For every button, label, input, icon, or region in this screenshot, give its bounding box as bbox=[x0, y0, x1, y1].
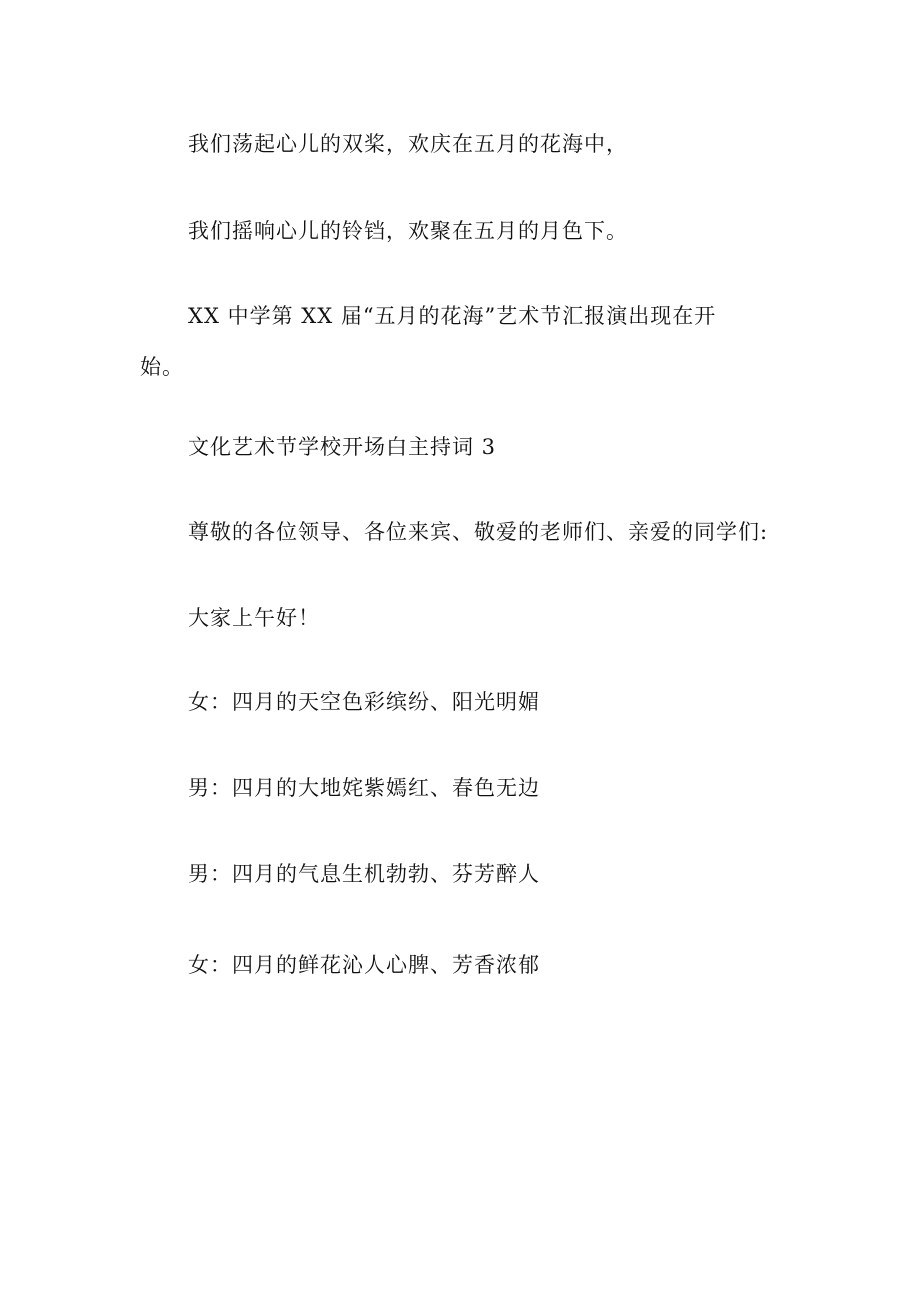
paragraph-line: XX 中学第 XX 届“五月的花海”艺术节汇报演出现在开 bbox=[188, 304, 717, 328]
paragraph-line: 男：四月的气息生机勃勃、芬芳醉人 bbox=[188, 862, 540, 886]
paragraph-line: 男：四月的大地姹紫嫣红、春色无边 bbox=[188, 776, 540, 800]
section-heading bbox=[188, 437, 496, 458]
paragraph-greeting bbox=[188, 522, 768, 543]
paragraph-line: 大家上午好！ bbox=[188, 606, 320, 630]
paragraph-1 bbox=[188, 134, 628, 155]
dialogue-line bbox=[188, 692, 540, 713]
paragraph-line: 尊敬的各位领导、各位来宾、敬爱的老师们、亲爱的同学们: bbox=[188, 520, 769, 544]
paragraph-line: 我们摇响心儿的铃铛，欢聚在五月的月色下。 bbox=[188, 219, 628, 243]
paragraph-hello bbox=[188, 608, 320, 629]
paragraph-3 bbox=[140, 304, 717, 379]
dialogue-line bbox=[188, 778, 540, 799]
paragraph-line: 我们荡起心儿的双桨，欢庆在五月的花海中， bbox=[188, 132, 628, 156]
paragraph-line: 女：四月的鲜花沁人心脾、芳香浓郁 bbox=[188, 953, 540, 977]
dialogue-line bbox=[188, 864, 540, 885]
paragraph-2 bbox=[188, 221, 628, 242]
dialogue-line bbox=[188, 955, 540, 976]
paragraph-line: 文化艺术节学校开场白主持词 3 bbox=[188, 435, 497, 459]
paragraph-line-continuation: 始。 bbox=[140, 355, 184, 379]
paragraph-line: 女：四月的天空色彩缤纷、阳光明媚 bbox=[188, 690, 540, 714]
